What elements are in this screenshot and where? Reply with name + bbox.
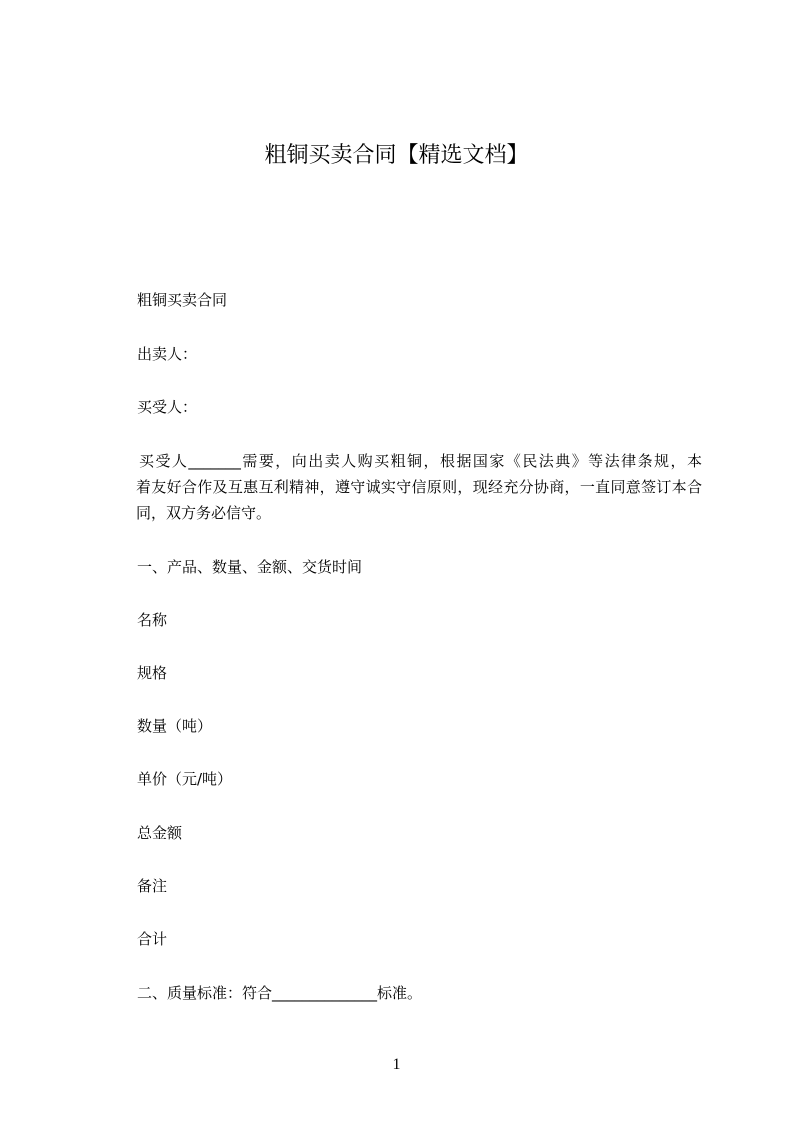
section-2-heading: 二、质量标准：符合______________标准。 [137, 984, 423, 1002]
intro-paragraph [137, 448, 702, 526]
page-number: 1 [392, 1056, 401, 1073]
document-title: 粗铜买卖合同【精选文档】 [264, 143, 529, 168]
field-unit-price: 单价（元/吨） [137, 770, 233, 788]
contract-heading: 粗铜买卖合同 [137, 291, 228, 309]
intro-line-2: 着友好合作及互惠互利精神，遵守诚实守信原则，现经充分协商，一直同意签订本合 [136, 478, 702, 496]
buyer-label: 买受人： [137, 398, 198, 416]
intro-line-3: 同，双方务必信守。 [136, 504, 272, 522]
seller-label: 出卖人： [137, 345, 198, 363]
field-name: 名称 [137, 611, 168, 629]
field-sum: 合计 [137, 930, 168, 948]
field-total-amount: 总金额 [137, 824, 183, 842]
field-spec: 规格 [137, 664, 168, 682]
intro-line-1: 买受人_______需要，向出卖人购买粗铜，根据国家《民法典》等法律条规，本 [139, 452, 702, 470]
field-remarks: 备注 [137, 877, 168, 895]
field-quantity: 数量（吨） [137, 717, 213, 735]
section-1-heading: 一、产品、数量、金额、交货时间 [137, 558, 363, 576]
